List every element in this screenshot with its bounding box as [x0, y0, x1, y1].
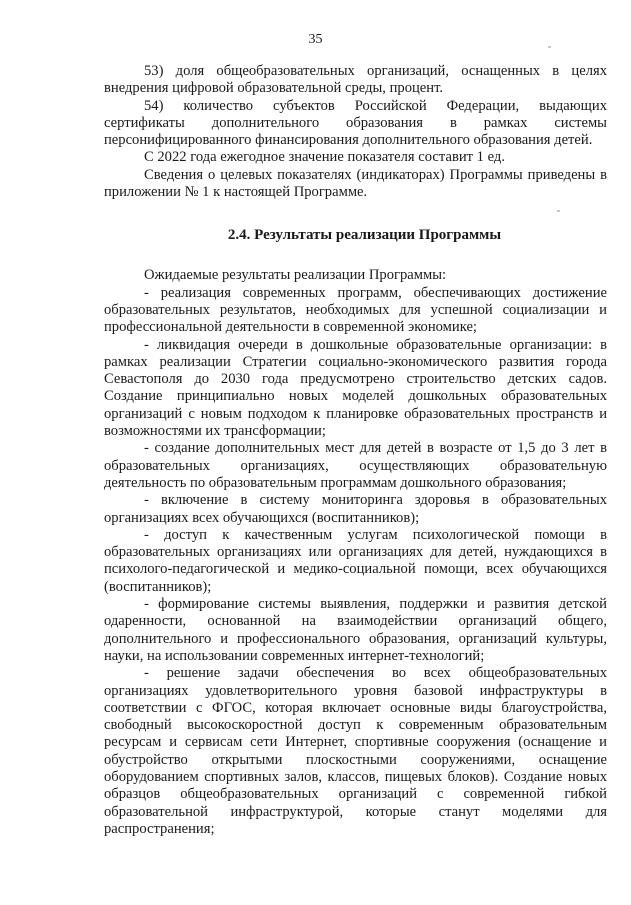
paragraph: Ожидаемые результаты реализации Программы:: [144, 267, 447, 284]
paragraph: Сведения о целевых показателях (индикаторах) Программы приведены в приложении № 1 к настоящей Программе.: [104, 166, 607, 201]
paragraph: 53) доля общеобразовательных организаций, оснащенных в целях внедрения цифровой образовательной среды, процент.: [104, 63, 607, 97]
list-continuation: [104, 63, 607, 201]
scan-speck: [548, 46, 551, 48]
document-body: [104, 63, 607, 838]
results-section: [104, 267, 607, 838]
list-item: - доступ к качественным услугам психологической помощи в образовательных организациях или организациях для детей, нуждающихся в психолого-педагогической и медико-социальной помощи, всех обучающихся (воспитанников);: [104, 526, 607, 595]
list-item: - формирование системы выявления, поддержки и развития детской одаренности, основанной на взаимодействии организаций общего, дополнительного и профессионального образования, организаций культуры, науки, на использовании современных интернет-технологий;: [104, 596, 607, 664]
page-number: 35: [308, 32, 323, 47]
list-item: - решение задачи обеспечения во всех общеобразовательных организациях удовлетворительного уровня базовой инфраструктуры в соответствии с ФГОС, которая включает основные виды благоустройства, свободный высокоскоростной доступ к современным образовательным ресурсам и сервисам сети Интернет, спортивные сооружения (оснащение и обустройство открытыми плоскостными сооружениями, оснащение оборудованием спортивных залов, классов, пищевых блоков). Создание новых образцов общеобразовательных организаций с современной гибкой образовательной инфраструктурой, которые станут моделями для распространения;: [104, 665, 607, 837]
list-item: - ликвидация очереди в дошкольные образовательные организации: в рамках реализации Стратегии социально-экономического развития города Севастополя до 2030 года предусмотрено строительство детских садов. Создание принципиально новых моделей дошкольных образовательных организаций с новым подходом к планировке образовательных пространств и возможностями их трансформации;: [104, 336, 607, 440]
paragraph: 54) количество субъектов Российской Федерации, выдающих сертификаты дополнительного образования в рамках системы персонифицированного финансирования дополнительного образования детей.: [104, 97, 607, 149]
section-heading: 2.4. Результаты реализации Программы: [227, 227, 502, 244]
paragraph: С 2022 года ежегодное значение показателя составит 1 ед.: [144, 149, 505, 166]
list-item: - включение в систему мониторинга здоровья в образовательных организациях всех обучающихся (воспитанников);: [104, 492, 607, 526]
list-item: - создание дополнительных мест для детей в возрасте от 1,5 до 3 лет в образовательных организациях, осуществляющих образовательную деятельность по образовательным программам дошкольного образования;: [104, 440, 607, 491]
list-item: - реализация современных программ, обеспечивающих достижение образовательных результатов, необходимых для успешной социализации и профессиональной деятельности в современной экономике;: [104, 284, 607, 336]
